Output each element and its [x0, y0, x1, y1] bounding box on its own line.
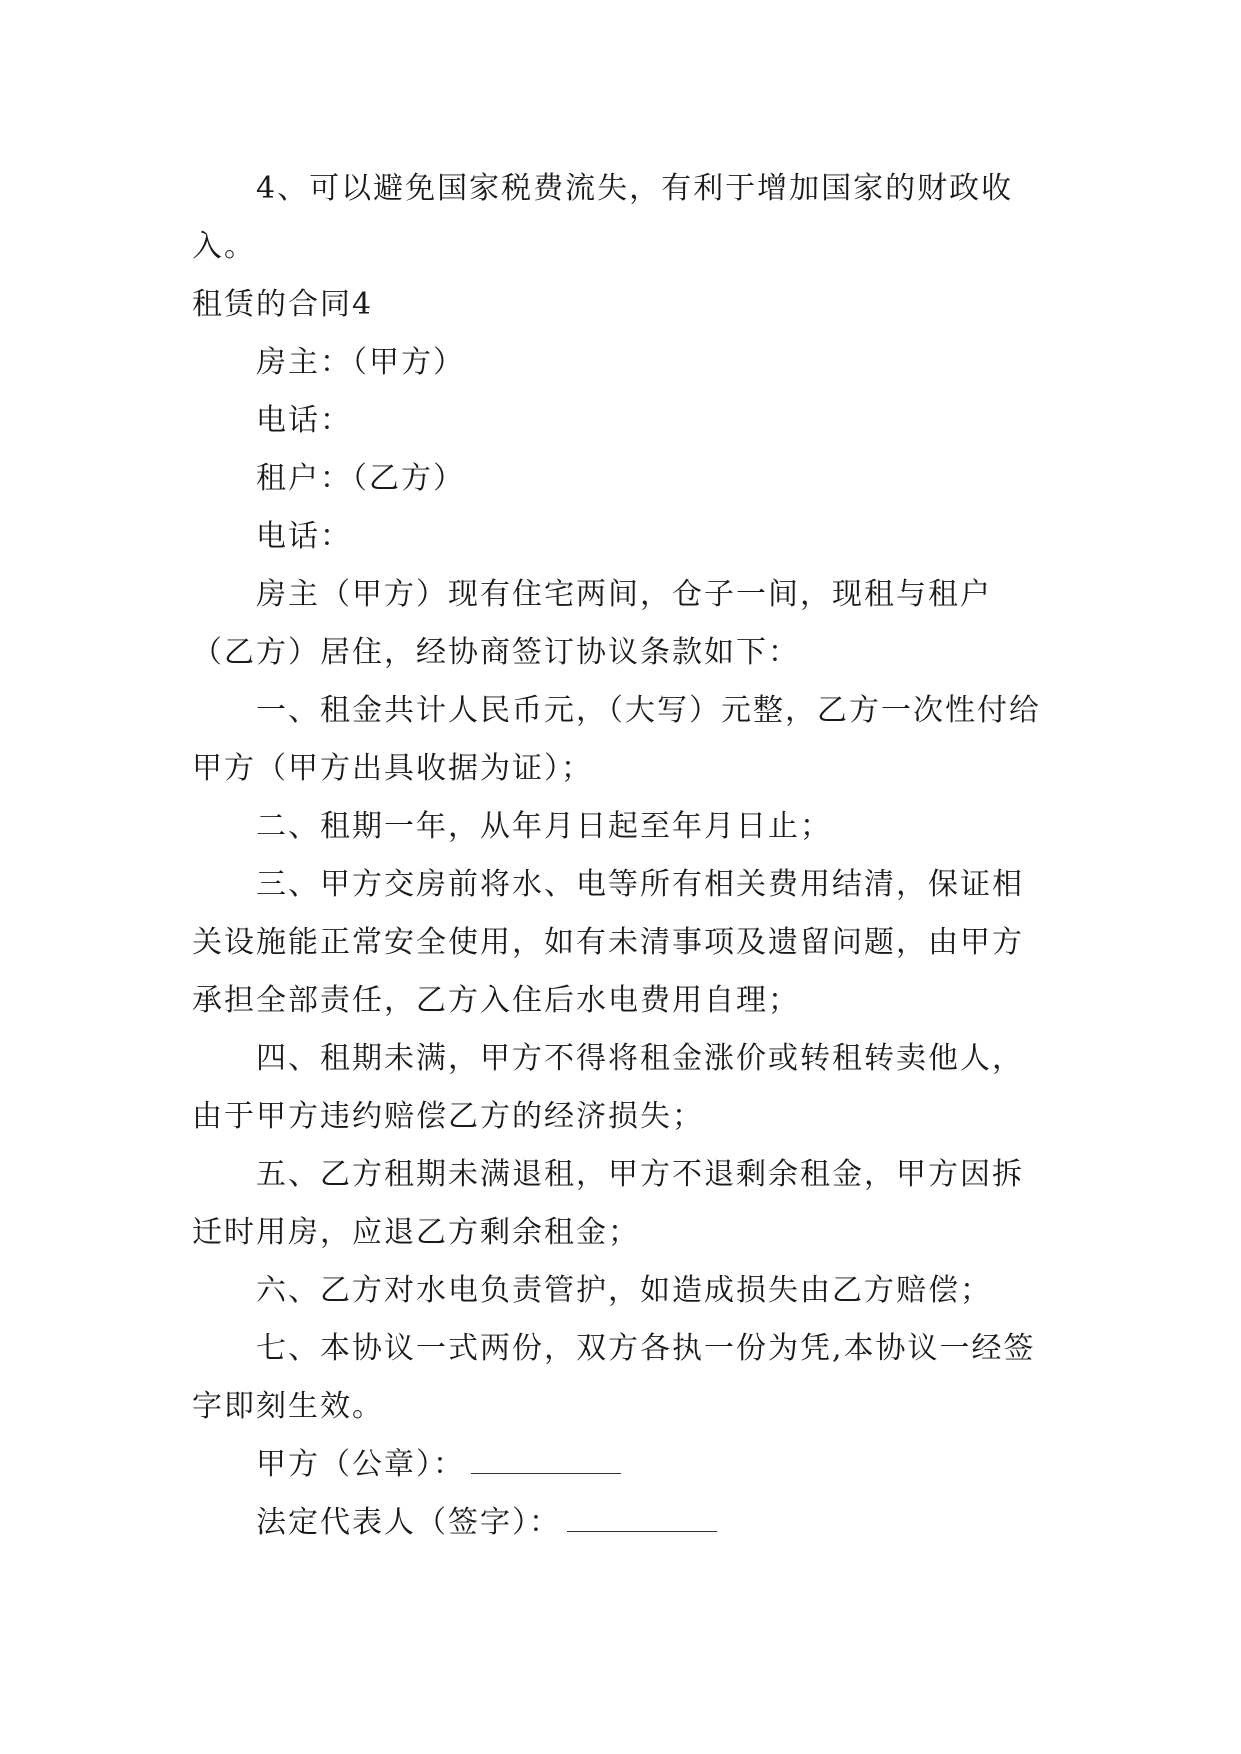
party-a-seal-label: 甲方（公章）： [256, 1447, 465, 1482]
legal-rep-signature-label: 法定代表人（签字）： [256, 1505, 561, 1540]
landlord-line: 房主：（甲方） [256, 345, 465, 380]
clause-4: 四、租期未满，甲方不得将租金涨价或转租转卖他人，由于甲方违约赔偿乙方的经济损失； [192, 1041, 1024, 1134]
clause-5: 五、乙方租期未满退租，甲方不退剩余租金，甲方因拆迁时用房，应退乙方剩余租金； [192, 1157, 1024, 1250]
clause-7: 七、本协议一式两份，双方各执一份为凭,本协议一经签字即刻生效。 [192, 1331, 1036, 1424]
party-a-seal-blank[interactable] [471, 1443, 621, 1474]
tenant-line: 租户：（乙方） [256, 461, 465, 496]
document-body [192, 160, 1052, 1552]
tenant-phone-line: 电话： [256, 519, 352, 554]
landlord-phone-line: 电话： [256, 403, 352, 438]
legal-rep-signature-line [192, 1494, 1052, 1552]
paragraph-tax-benefit: 4、可以避免国家税费流失，有利于增加国家的财政收入。 [192, 171, 1014, 264]
clause-1: 一、租金共计人民币元，（大写）元整，乙方一次性付给甲方（甲方出具收据为证）； [192, 693, 1041, 786]
party-a-seal-line [192, 1436, 1052, 1494]
clause-3: 三、甲方交房前将水、电等所有相关费用结清，保证相关设施能正常安全使用，如有未清事项及遗留问题，由甲方承担全部责任，乙方入住后水电费用自理； [192, 867, 1024, 1018]
paragraph-intro: 房主（甲方）现有住宅两间，仓子一间，现租与租户（乙方）居住，经协商签订协议条款如下： [192, 577, 992, 670]
clause-2: 二、租期一年，从年月日起至年月日止； [256, 809, 832, 844]
clause-6: 六、乙方对水电负责管护，如造成损失由乙方赔偿； [256, 1273, 992, 1308]
legal-rep-signature-blank[interactable] [567, 1501, 717, 1532]
contract-title: 租赁的合同4 [192, 287, 374, 322]
